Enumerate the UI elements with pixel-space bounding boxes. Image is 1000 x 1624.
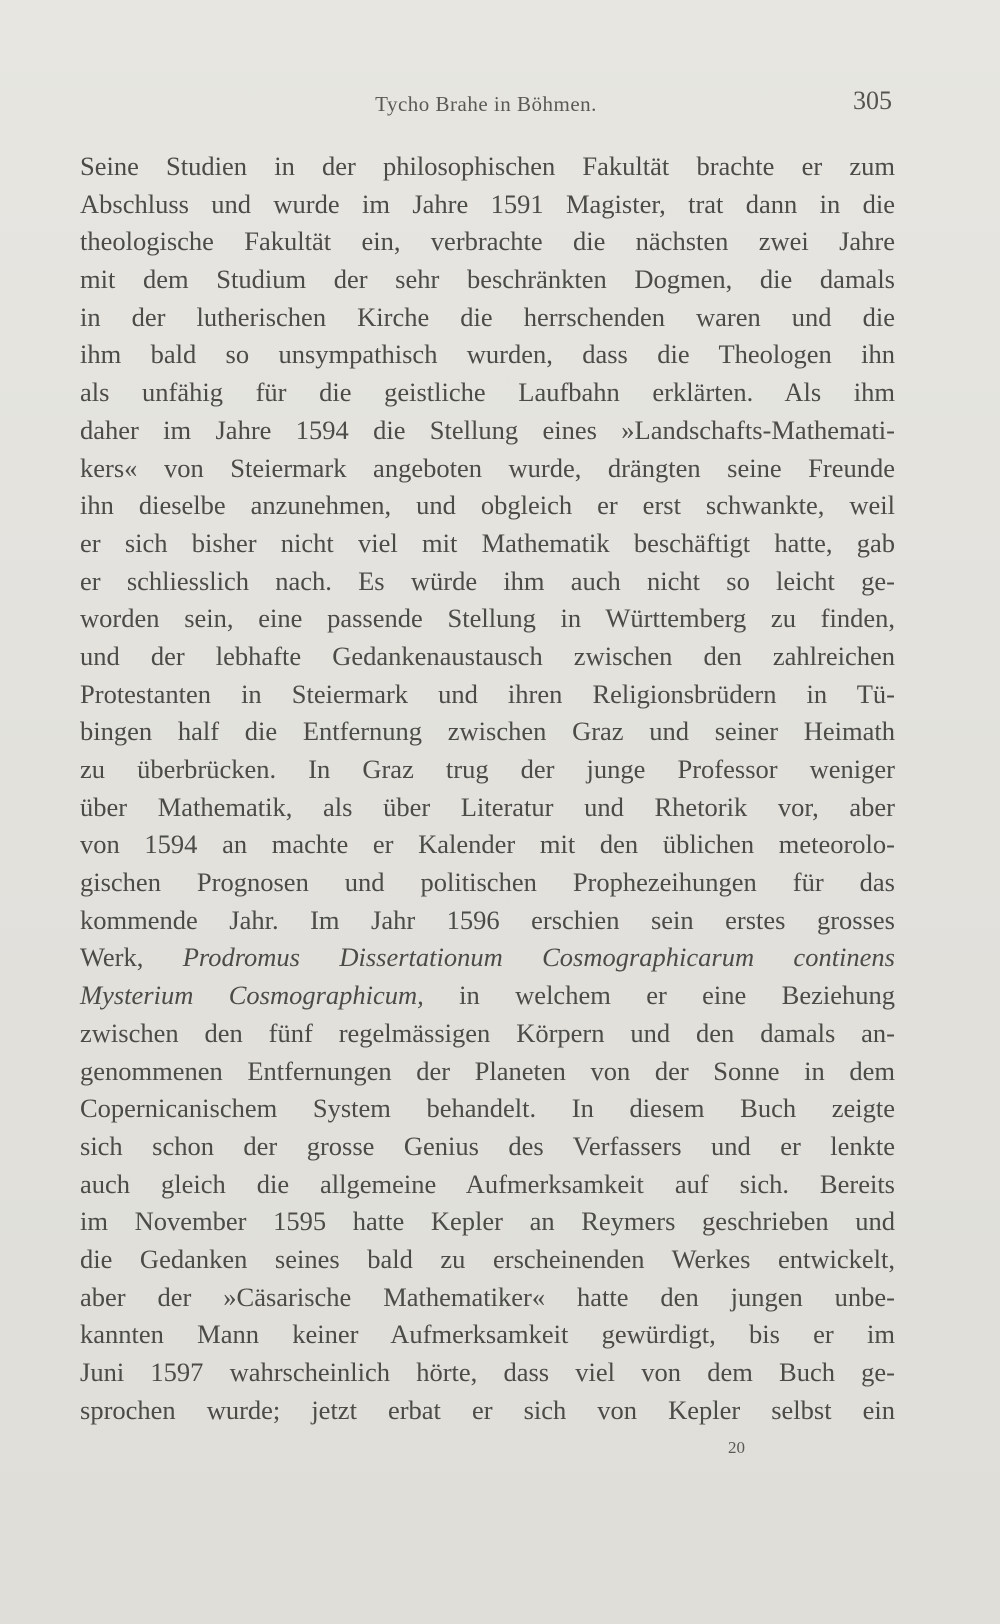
- text-line: Seine Studien in der philosophischen Fakultät brachte er zum: [80, 151, 895, 181]
- text-line: Protestanten in Steiermark und ihren Religionsbrüdern in Tü-: [80, 678, 895, 709]
- text-line: Copernicanischem System behandelt. In diesem Buch zeigte: [80, 1093, 895, 1124]
- text-line: Abschluss und wurde im Jahre 1591 Magister, trat dann in die: [80, 188, 895, 219]
- text-line: genommenen Entfernungen der Planeten von der Sonne in dem: [80, 1055, 895, 1086]
- text-line: mit dem Studium der sehr beschränkten Dogmen, die damals: [80, 264, 895, 295]
- page-number: 305: [853, 86, 892, 115]
- italic-book-title: Mysterium Cosmographicum,: [80, 980, 424, 1011]
- body-text: [80, 148, 895, 1429]
- text-line: aber der »Cäsarische Mathematiker« hatte den jungen unbe-: [80, 1281, 895, 1312]
- text-line: über Mathematik, als über Literatur und Rhetorik vor, aber: [80, 791, 895, 822]
- text-line: [80, 939, 895, 977]
- text-line: sich schon der grosse Genius des Verfassers und er lenkte: [80, 1130, 895, 1161]
- text-line: und der lebhafte Gedankenaustausch zwischen den zahlreichen: [80, 640, 895, 671]
- text-line: als unfähig für die geistliche Laufbahn erklärten. Als ihm: [80, 377, 895, 408]
- text-line: in der lutherischen Kirche die herrschenden waren und die: [80, 301, 895, 332]
- text-segment: in welchem er eine Beziehung: [423, 980, 895, 1011]
- text-line: [80, 977, 895, 1015]
- text-line: ihm bald so unsympathisch wurden, dass die Theologen ihn: [80, 339, 895, 370]
- text-line: worden sein, eine passende Stellung in Württemberg zu finden,: [80, 603, 895, 634]
- running-title: Tycho Brahe in Böhmen.: [375, 92, 597, 116]
- italic-book-title: Prodromus Dissertationum Cosmographicarum continens: [182, 942, 895, 973]
- text-line: auch gleich die allgemeine Aufmerksamkeit auf sich. Bereits: [80, 1168, 895, 1199]
- text-line: ihn dieselbe anzunehmen, und obgleich er erst schwankte, weil: [80, 490, 895, 521]
- printer-signature-mark: 20: [728, 1438, 745, 1457]
- text-line: die Gedanken seines bald zu erscheinenden Werkes entwickelt,: [80, 1243, 895, 1274]
- text-line: er sich bisher nicht viel mit Mathematik beschäftigt hatte, gab: [80, 527, 895, 558]
- text-line: kannten Mann keiner Aufmerksamkeit gewürdigt, bis er im: [80, 1319, 895, 1350]
- text-line: Juni 1597 wahrscheinlich hörte, dass viel von dem Buch ge-: [80, 1357, 895, 1387]
- text-line: theologische Fakultät ein, verbrachte die nächsten zwei Jahre: [80, 226, 895, 257]
- text-line: zwischen den fünf regelmässigen Körpern und den damals an-: [80, 1017, 895, 1048]
- text-line: kers« von Steiermark angeboten wurde, drängten seine Freunde: [80, 452, 895, 483]
- text-line: er schliesslich nach. Es würde ihm auch nicht so leicht ge-: [80, 565, 895, 596]
- text-line: von 1594 an machte er Kalender mit den üblichen meteorolo-: [80, 829, 895, 860]
- text-line: bingen half die Entfernung zwischen Graz und seiner Heimath: [80, 716, 895, 747]
- text-line: daher im Jahre 1594 die Stellung eines »Landschafts-Mathemati-: [80, 414, 895, 445]
- text-line: gischen Prognosen und politischen Prophezeihungen für das: [80, 867, 895, 898]
- text-segment: Werk,: [80, 942, 183, 973]
- text-line: zu überbrücken. In Graz trug der junge Professor weniger: [80, 754, 895, 784]
- text-line: sprochen wurde; jetzt erbat er sich von Kepler selbst ein: [80, 1394, 895, 1425]
- text-line: kommende Jahr. Im Jahr 1596 erschien sein erstes grosses: [80, 904, 895, 935]
- text-line: im November 1595 hatte Kepler an Reymers geschrieben und: [80, 1206, 895, 1237]
- running-header: [80, 86, 892, 126]
